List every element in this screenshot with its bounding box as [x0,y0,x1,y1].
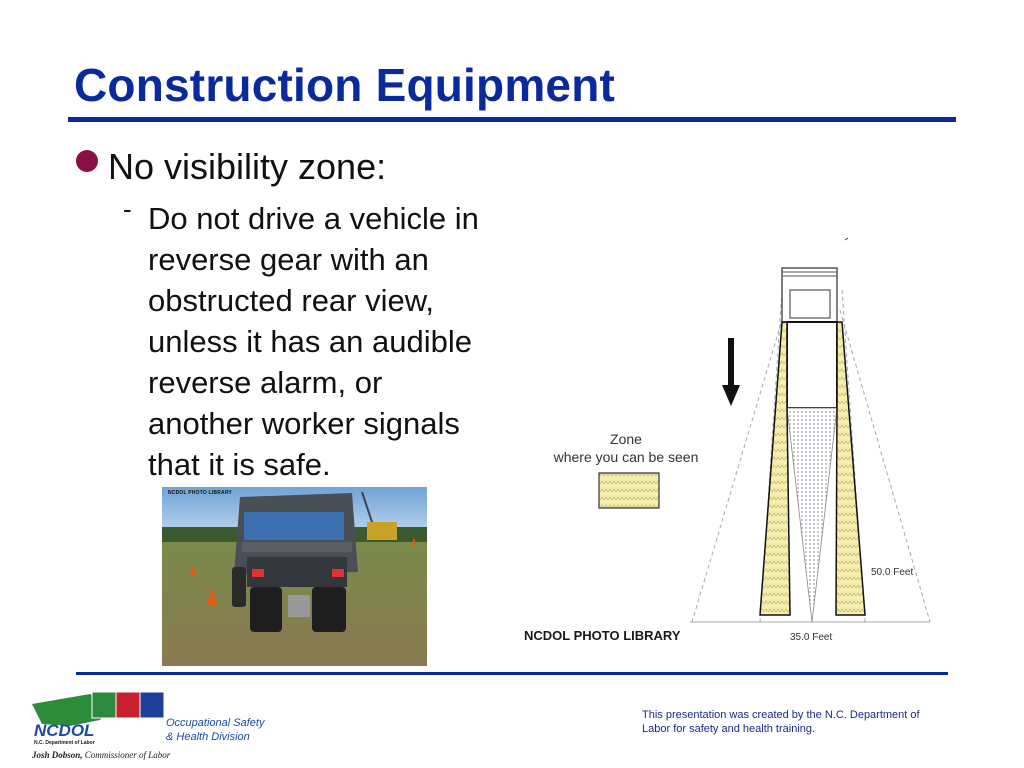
distance-50-label: 50.0 Feet [871,567,914,578]
dump-truck-photo [162,487,427,666]
distance-35-label: 35.0 Feet [790,632,833,643]
sub-bullet-line: Do not drive a vehicle in [148,201,479,236]
commissioner-title: Commissioner of Labor [84,750,171,760]
photo-library-label: NCDOL PHOTO LIBRARY [168,490,232,496]
svg-text:N.C. Department of Labor: N.C. Department of Labor [34,740,95,746]
sub-bullet-line: reverse gear with an [148,242,429,277]
zone-label-line2: where you can be seen [553,449,699,465]
sub-bullet-line: another worker signals [148,406,460,441]
division-line2: & Health Division [166,731,250,743]
dump-truck-illustration [162,487,427,666]
bullet-dot-icon [76,150,98,172]
zone-legend-swatch [599,473,659,508]
title-divider [68,117,956,122]
sub-bullet-line: obstructed rear view, [148,283,435,318]
footer-credit: This presentation was created by the N.C. Department of Labor for safety and health training. [642,709,920,735]
reverse-arrow-icon [728,338,734,388]
svg-text:NCDOL: NCDOL [34,721,95,740]
zone-legend-label [541,430,711,466]
commissioner-line [32,750,170,760]
right-visible-zone [836,322,865,615]
zone-label-line1: Zone [610,431,642,447]
division-line1: Occupational Safety [166,717,265,729]
diagram-library-label: NCDOL PHOTO LIBRARY [524,628,681,643]
commissioner-name: Josh Dobson, [32,750,83,760]
sub-bullet-line: reverse alarm, or [148,365,383,400]
sub-bullet-text [148,198,528,485]
slide-title: Construction Equipment [74,59,616,111]
footer-divider [76,672,948,675]
sub-bullet-line: that it is safe. [148,447,331,482]
sub-bullet-line: unless it has an audible [148,324,473,359]
bullet-text: No visibility zone: [108,146,387,187]
blind-zone [787,408,837,622]
division-name [166,716,264,744]
sub-bullet-marker: - [123,194,132,224]
left-visible-zone [760,322,790,615]
truck-bed [787,322,837,408]
